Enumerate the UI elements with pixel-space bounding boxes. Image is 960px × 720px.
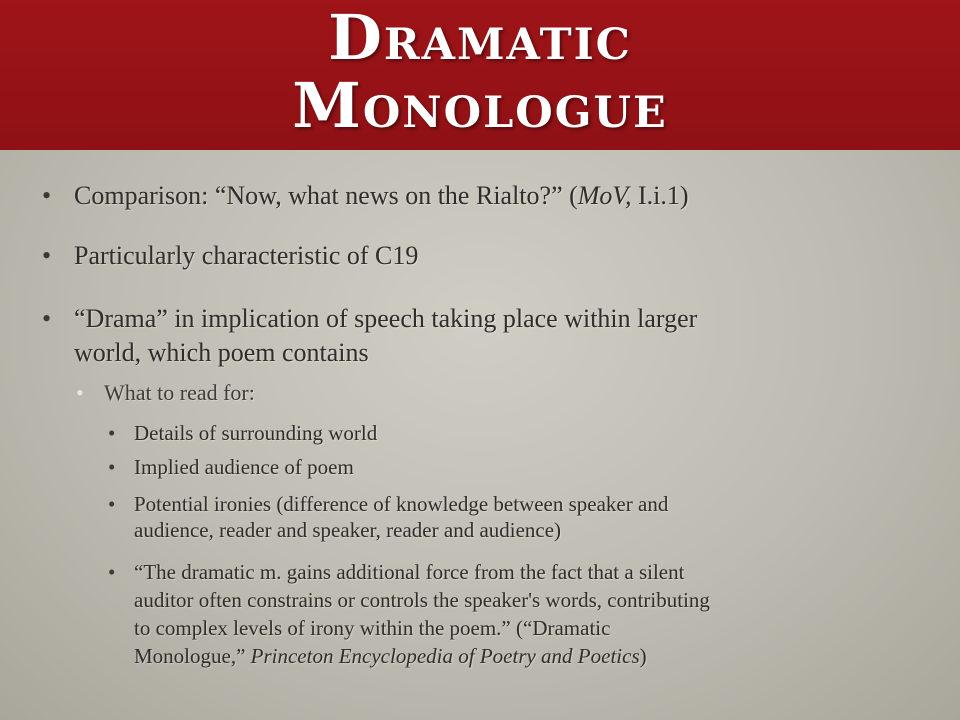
- bullet-comparison: [74, 182, 689, 210]
- title-line-1: Dramatic: [328, 1, 632, 74]
- bullet-dot: •: [42, 241, 52, 270]
- bullet-drama-line-1: “Drama” in implication of speech taking place within larger: [74, 304, 698, 333]
- bullet-dot: •: [42, 304, 52, 333]
- bullet-text: Comparison: “Now, what news on the Rialto?” (: [74, 181, 578, 210]
- sub-sub-bullet-quote-line-1: “The dramatic m. gains additional force from the fact that a silent: [134, 560, 685, 584]
- sub-sub-bullet-implied-audience: Implied audience of poem: [134, 455, 354, 479]
- sub-sub-bullet-quote-line-3: to complex levels of irony within the poem.” (“Dramatic: [134, 616, 611, 640]
- bullet-text: I.i.1): [631, 181, 689, 210]
- source-title: Princeton Encyclopedia of Poetry and Poetics: [250, 644, 640, 668]
- sub-sub-bullet-quote-line-2: auditor often constrains or controls the speaker's words, contributing: [134, 588, 710, 612]
- quote-text: Monologue,”: [134, 644, 251, 668]
- sub-sub-bullet-dot: •: [108, 455, 116, 479]
- quote-text: ): [639, 644, 647, 668]
- sub-sub-bullet-ironies-line-1: Potential ironies (difference of knowledge between speaker and: [134, 492, 669, 516]
- bullet-italic: MoV,: [577, 181, 632, 210]
- sub-bullet-dot: •: [76, 380, 84, 405]
- sub-sub-bullet-dot: •: [108, 421, 116, 445]
- sub-bullet-what-to-read: What to read for:: [104, 380, 255, 405]
- title-line-2: Monologue: [292, 69, 668, 142]
- bullet-dot: •: [42, 181, 52, 210]
- sub-sub-bullet-quote-line-4: [134, 644, 647, 668]
- sub-sub-bullet-dot: •: [108, 492, 116, 516]
- sub-sub-bullet-ironies-line-2: audience, reader and speaker, reader and audience): [134, 518, 562, 542]
- bullet-c19: Particularly characteristic of C19: [74, 241, 419, 270]
- sub-sub-bullet-dot: •: [108, 560, 116, 584]
- bullet-drama-line-2: world, which poem contains: [74, 338, 369, 367]
- sub-sub-bullet-surrounding-world: Details of surrounding world: [134, 421, 378, 445]
